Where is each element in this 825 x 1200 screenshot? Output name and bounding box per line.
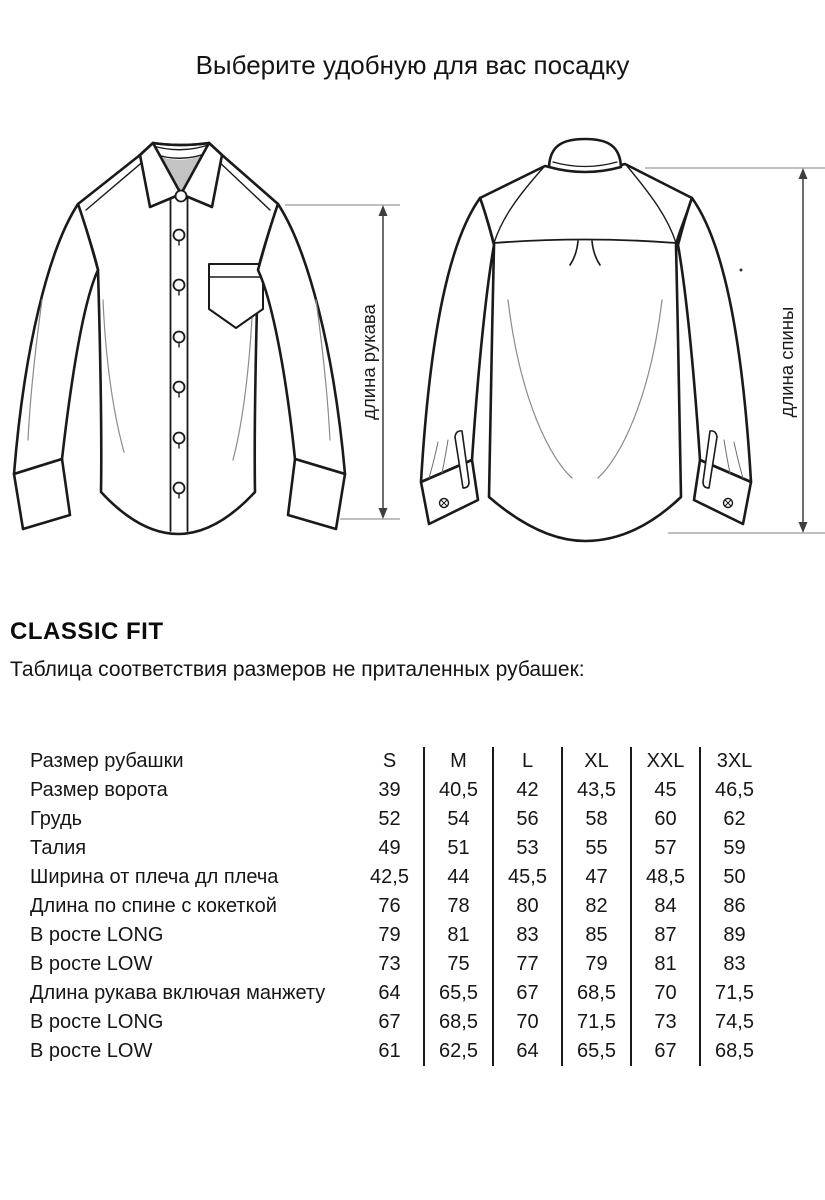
size-value-cell: 62,5 (424, 1037, 493, 1066)
size-value-cell: 65,5 (424, 979, 493, 1008)
size-value-cell: 79 (378, 924, 401, 946)
row-label: Длина по спине с кокеткой (30, 895, 277, 917)
size-value-cell: 49 (378, 837, 401, 859)
size-value-cell: 44 (424, 863, 493, 892)
size-value-cell: 43,5 (562, 776, 631, 805)
row-label: Длина рукава включая манжету (30, 982, 326, 1004)
size-value-cell: 82 (562, 892, 631, 921)
table-row (30, 834, 768, 863)
size-value-cell: XL (562, 747, 631, 776)
size-value-cell: 73 (631, 1008, 700, 1037)
size-value-cell: 76 (378, 895, 401, 917)
size-value-cell: 68,5 (700, 1037, 768, 1066)
row-label: Грудь (30, 808, 83, 830)
size-value-cell: 65,5 (562, 1037, 631, 1066)
size-value-cell: 62 (700, 805, 768, 834)
size-value-cell: 55 (562, 834, 631, 863)
table-row (30, 805, 768, 834)
size-value-cell: 53 (493, 834, 562, 863)
table-row (30, 747, 768, 776)
size-value-cell: 68,5 (562, 979, 631, 1008)
row-label: В росте LOW (30, 953, 153, 975)
page-title: Выберите удобную для вас посадку (195, 50, 630, 80)
back-collar (549, 139, 621, 172)
size-value-cell: 80 (493, 892, 562, 921)
size-value-cell: XXL (631, 747, 700, 776)
size-value-cell: 59 (700, 834, 768, 863)
size-value-cell: 68,5 (424, 1008, 493, 1037)
size-value-cell: 83 (700, 950, 768, 979)
table-row (30, 1008, 768, 1037)
size-value-cell: 3XL (700, 747, 768, 776)
size-value-cell: 54 (424, 805, 493, 834)
shirt-back-illustration (421, 139, 751, 541)
size-value-cell: 64 (493, 1037, 562, 1066)
table-row (30, 979, 768, 1008)
size-value-cell: 67 (631, 1037, 700, 1066)
stray-dot (740, 269, 743, 272)
size-value-cell: 52 (378, 808, 401, 830)
size-value-cell: 45,5 (493, 863, 562, 892)
shirt-diagram (0, 115, 825, 585)
size-value-cell: 42 (493, 776, 562, 805)
size-value-cell: 74,5 (700, 1008, 768, 1037)
size-value-cell: 71,5 (700, 979, 768, 1008)
size-value-cell: 51 (424, 834, 493, 863)
size-value-cell: M (424, 747, 493, 776)
size-table-body (30, 747, 768, 1066)
classic-fit-heading: CLASSIC FIT (10, 618, 164, 645)
front-left-sleeve (14, 204, 98, 474)
size-value-cell: 75 (424, 950, 493, 979)
size-value-cell: 70 (493, 1008, 562, 1037)
size-value-cell: 81 (631, 950, 700, 979)
size-value-cell: 78 (424, 892, 493, 921)
size-value-cell: 60 (631, 805, 700, 834)
size-value-cell: 56 (493, 805, 562, 834)
size-value-cell: 79 (562, 950, 631, 979)
size-value-cell: 57 (631, 834, 700, 863)
size-value-cell: S (382, 750, 397, 772)
size-value-cell: 45 (631, 776, 700, 805)
table-row (30, 776, 768, 805)
size-value-cell: 70 (631, 979, 700, 1008)
table-row (30, 892, 768, 921)
table-row (30, 1037, 768, 1066)
table-row (30, 921, 768, 950)
row-label: Размер ворота (30, 779, 168, 801)
size-value-cell: 77 (493, 950, 562, 979)
classic-fit-subtitle: Таблица соответствия размеров не приталенных рубашек: (10, 658, 585, 681)
size-value-cell: 40,5 (424, 776, 493, 805)
size-value-cell: L (493, 747, 562, 776)
front-right-sleeve (258, 204, 345, 474)
size-value-cell: 67 (493, 979, 562, 1008)
size-value-cell: 42,5 (370, 866, 409, 888)
size-value-cell: 61 (378, 1040, 401, 1062)
size-value-cell: 87 (631, 921, 700, 950)
row-label: Ширина от плеча дл плеча (30, 866, 279, 888)
size-table (30, 747, 768, 1066)
size-value-cell: 86 (700, 892, 768, 921)
size-value-cell: 73 (378, 953, 401, 975)
size-value-cell: 39 (378, 779, 401, 801)
table-row (30, 950, 768, 979)
row-label: В росте LONG (30, 924, 164, 946)
size-value-cell: 50 (700, 863, 768, 892)
row-label: В росте LONG (30, 1011, 164, 1033)
back-body (480, 164, 692, 541)
size-value-cell: 83 (493, 921, 562, 950)
size-value-cell: 46,5 (700, 776, 768, 805)
back-length-label: длина спины (776, 306, 797, 418)
size-value-cell: 81 (424, 921, 493, 950)
size-value-cell: 47 (562, 863, 631, 892)
sleeve-length-label: длина рукава (358, 304, 379, 420)
size-value-cell: 64 (378, 982, 401, 1004)
table-row (30, 863, 768, 892)
size-value-cell: 84 (631, 892, 700, 921)
size-value-cell: 58 (562, 805, 631, 834)
size-value-cell: 67 (378, 1011, 401, 1033)
row-label: В росте LOW (30, 1040, 153, 1062)
size-value-cell: 89 (700, 921, 768, 950)
shirt-front-illustration (14, 143, 345, 534)
size-value-cell: 85 (562, 921, 631, 950)
row-label: Талия (30, 837, 87, 859)
size-table-header-label: Размер рубашки (30, 750, 184, 772)
size-value-cell: 48,5 (631, 863, 700, 892)
size-value-cell: 71,5 (562, 1008, 631, 1037)
